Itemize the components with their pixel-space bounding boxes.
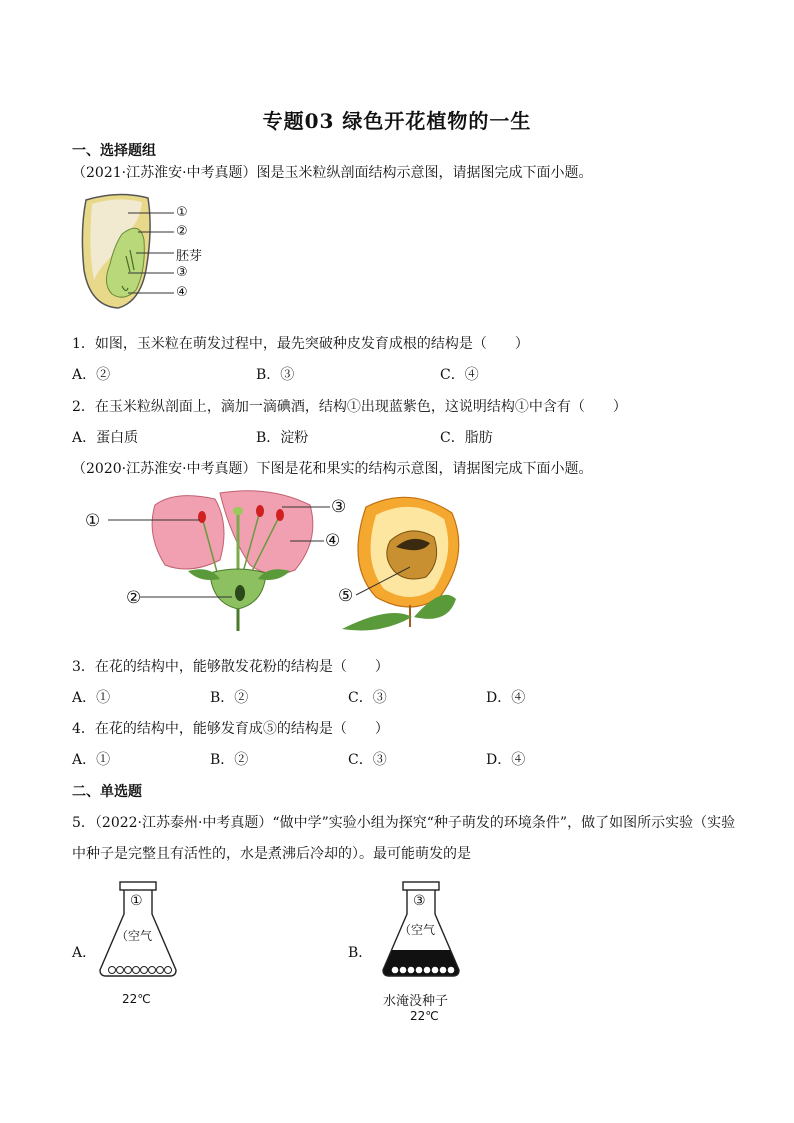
intro-question-group-2: （2020·江苏淮安·中考真题）下图是花和果实的结构示意图，请据图完成下面小题。 [72, 461, 593, 477]
pistil-stigma [233, 507, 243, 515]
corn-label-2: ② [176, 224, 188, 239]
flask-a-temperature: 22℃ [122, 992, 151, 1006]
question-4-option-b[interactable]: B．② [210, 752, 249, 768]
question-5-option-a[interactable]: A． [72, 945, 97, 961]
flask-b-number: ③ [413, 893, 426, 909]
flower-label-4: ④ [325, 531, 341, 551]
section-heading-2: 二、单选题 [72, 784, 142, 800]
question-1-option-c[interactable]: C．④ [440, 367, 479, 383]
flower-fruit-diagram [80, 485, 480, 635]
fruit-leaf-left [342, 613, 412, 631]
question-5-stem-line-2: 中种子是完整且有活性的，水是煮沸后冷却的）。最可能萌发的是 [72, 846, 471, 862]
corn-label-1: ① [176, 205, 188, 220]
flask-a-seeds [109, 967, 172, 974]
question-3-stem: 3．在花的结构中，能够散发花粉的结构是（ ） [72, 659, 389, 675]
peach-pit [387, 531, 437, 579]
corn-label-4: ④ [176, 285, 188, 300]
question-4-option-a[interactable]: A．① [72, 752, 111, 768]
anther-right [276, 509, 284, 521]
question-2-option-a[interactable]: A．蛋白质 [72, 430, 139, 446]
question-4-option-d[interactable]: D．④ [486, 752, 526, 768]
flask-b-note: 水淹没种子 [383, 994, 449, 1009]
flask-b-air-label: （空气 [399, 923, 436, 937]
anther-left [198, 511, 206, 523]
flower-label-2: ② [126, 588, 142, 608]
flower-label-3: ③ [331, 497, 347, 517]
question-5-option-b[interactable]: B． [348, 945, 373, 961]
anther-middle [256, 505, 264, 517]
question-2-option-c[interactable]: C．脂肪 [440, 430, 493, 446]
question-3-option-b[interactable]: B．② [210, 690, 249, 706]
question-1-stem: 1．如图，玉米粒在萌发过程中，最先突破种皮发育成根的结构是（ ） [72, 336, 529, 352]
flask-b-temperature: 22℃ [410, 1009, 439, 1023]
intro-question-group-1: （2021·江苏淮安·中考真题）图是玉米粒纵剖面结构示意图，请据图完成下面小题。 [72, 165, 593, 181]
flask-a-number: ① [130, 893, 143, 909]
question-3-option-c[interactable]: C．③ [348, 690, 387, 706]
question-1-option-a[interactable]: A．② [72, 367, 111, 383]
question-3-option-d[interactable]: D．④ [486, 690, 526, 706]
flower-label-1: ① [85, 511, 101, 531]
question-5-stem-line-1: 5．（2022·江苏泰州·中考真题）“做中学”实验小组为探究“种子萌发的环境条件”，做了如图所示实验（实验 [72, 815, 736, 831]
flask-b-stopper [403, 882, 439, 890]
question-4-stem: 4．在花的结构中，能够发育成⑤的结构是（ ） [72, 721, 389, 737]
page-title: 专题03 绿色开花植物的一生 [262, 109, 532, 133]
question-3-option-a[interactable]: A．① [72, 690, 111, 706]
corn-label-embryo-bud: 胚芽 [176, 249, 203, 264]
question-2-stem: 2．在玉米粒纵剖面上，滴加一滴碘酒，结构①出现蓝紫色，这说明结构①中含有（ ） [72, 399, 627, 415]
flask-a-air-label: （空气 [116, 929, 153, 943]
question-1-option-b[interactable]: B．③ [256, 367, 295, 383]
flower-petal-right [220, 491, 313, 574]
ovule [235, 585, 245, 601]
question-2-option-b[interactable]: B．淀粉 [256, 430, 309, 446]
fruit-label-5: ⑤ [338, 586, 354, 606]
corn-label-3: ③ [176, 265, 188, 280]
flask-a-stopper [120, 882, 156, 890]
section-heading-1: 一、选择题组 [72, 143, 156, 159]
question-4-option-c[interactable]: C．③ [348, 752, 387, 768]
